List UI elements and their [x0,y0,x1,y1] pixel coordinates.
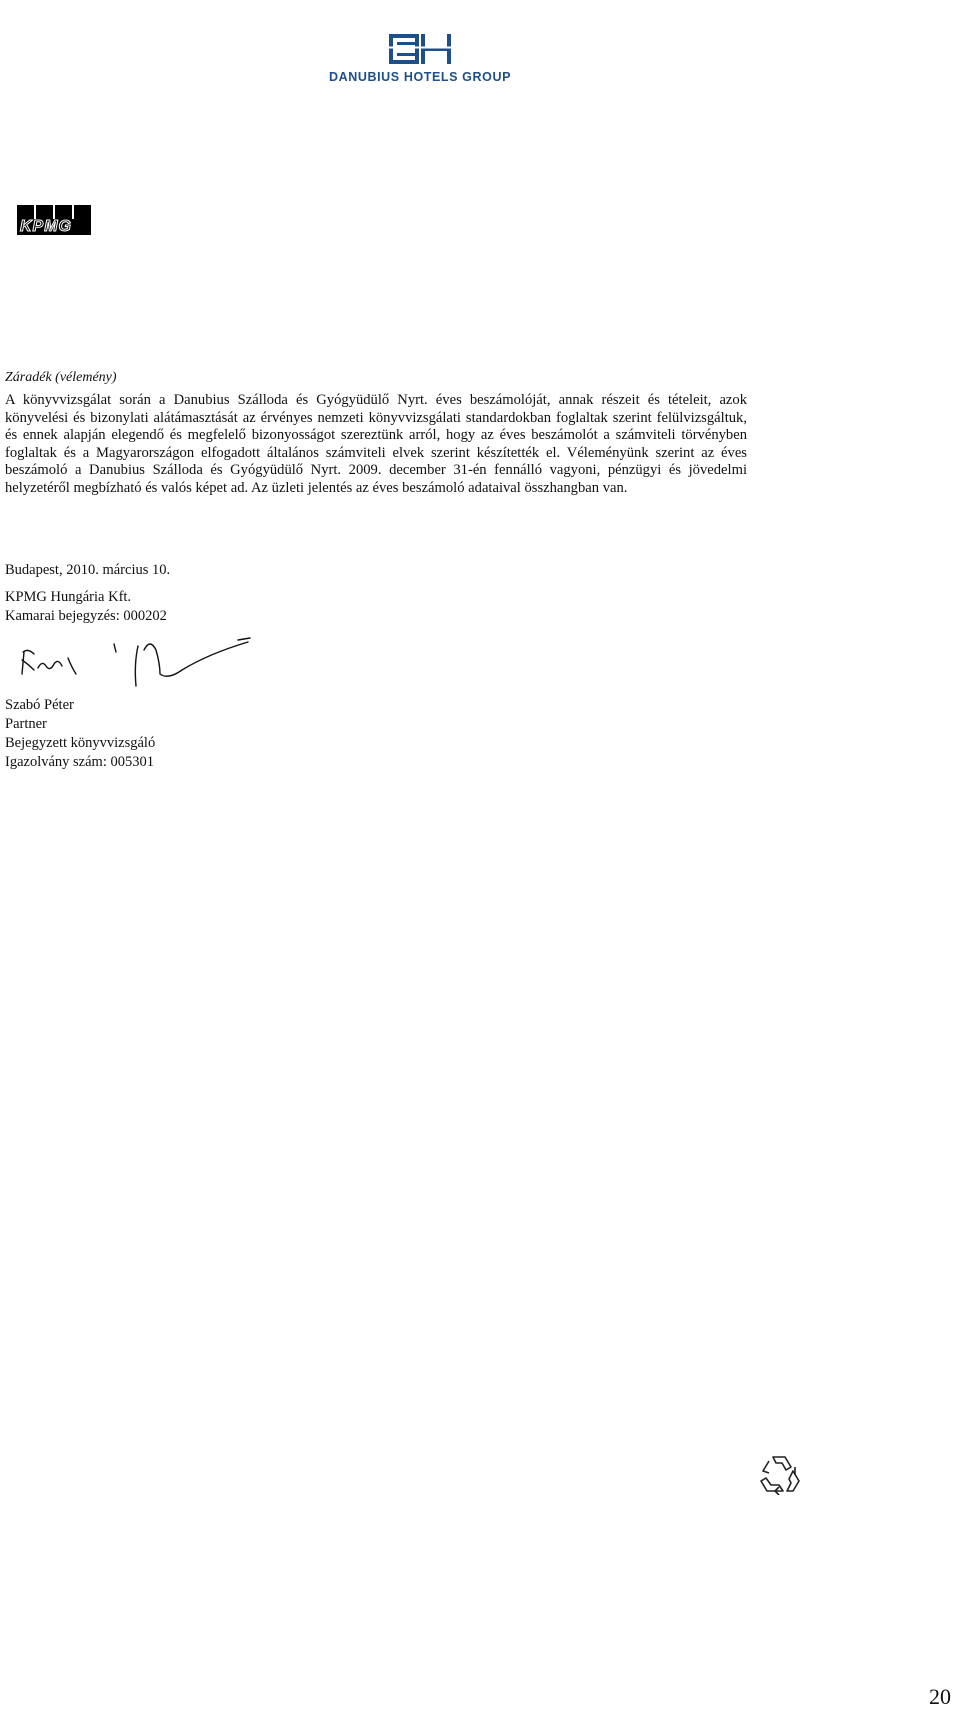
firm-registration: Kamarai bejegyzés: 000202 [5,608,167,624]
handwritten-signature [18,630,258,705]
danubius-logo [300,34,540,84]
firm-block [5,588,167,626]
signer-title: Bejegyzett könyvvizsgáló [5,735,156,751]
place-date: Budapest, 2010. március 10. [5,562,171,578]
signer-role: Partner [5,716,47,732]
opinion-heading: Záradék (vélemény) [5,370,117,385]
svg-text:KPMG: KPMG [20,218,72,235]
opinion-paragraph: A könyvvizsgálat során a Danubius Szálloda és Gyógyüdülő Nyrt. éves beszámolóját, annak részeit és tételeit, azok könyvelési és bizonylati alátámasztását az érvényes nemzeti könyvvizsgálati standardokban foglaltak szerint felülvizsgáltuk, és ennek alapján elegendő és megfelelő bizonyosságot szereztünk arról, hogy az éves beszámolót a számviteli törvényben foglaltak és a Magyarországon elfogadott általános számviteli elvek szerint készítették el. Véleményünk szerint az éves beszámoló a Danubius Szálloda és Gyógyüdülő Nyrt. 2009. december 31-én fennálló vagyoni, pénzügyi és jövedelmi helyzetéről megbízható és valós képet ad. Az üzleti jelentés az éves beszámoló adataival összhangban van. [5,392,747,496]
firm-name: KPMG Hungária Kft. [5,589,132,605]
signer-id-number: Igazolvány szám: 005301 [5,754,154,770]
page-number: 20 [929,1684,951,1709]
kpmg-logo-icon [17,205,91,240]
logo-text: DANUBIUS HOTELS GROUP [328,70,512,84]
dh-monogram-icon [389,34,451,64]
recycle-icon [757,1451,801,1500]
signer-block [5,696,155,772]
signer-name: Szabó Péter [5,697,74,713]
